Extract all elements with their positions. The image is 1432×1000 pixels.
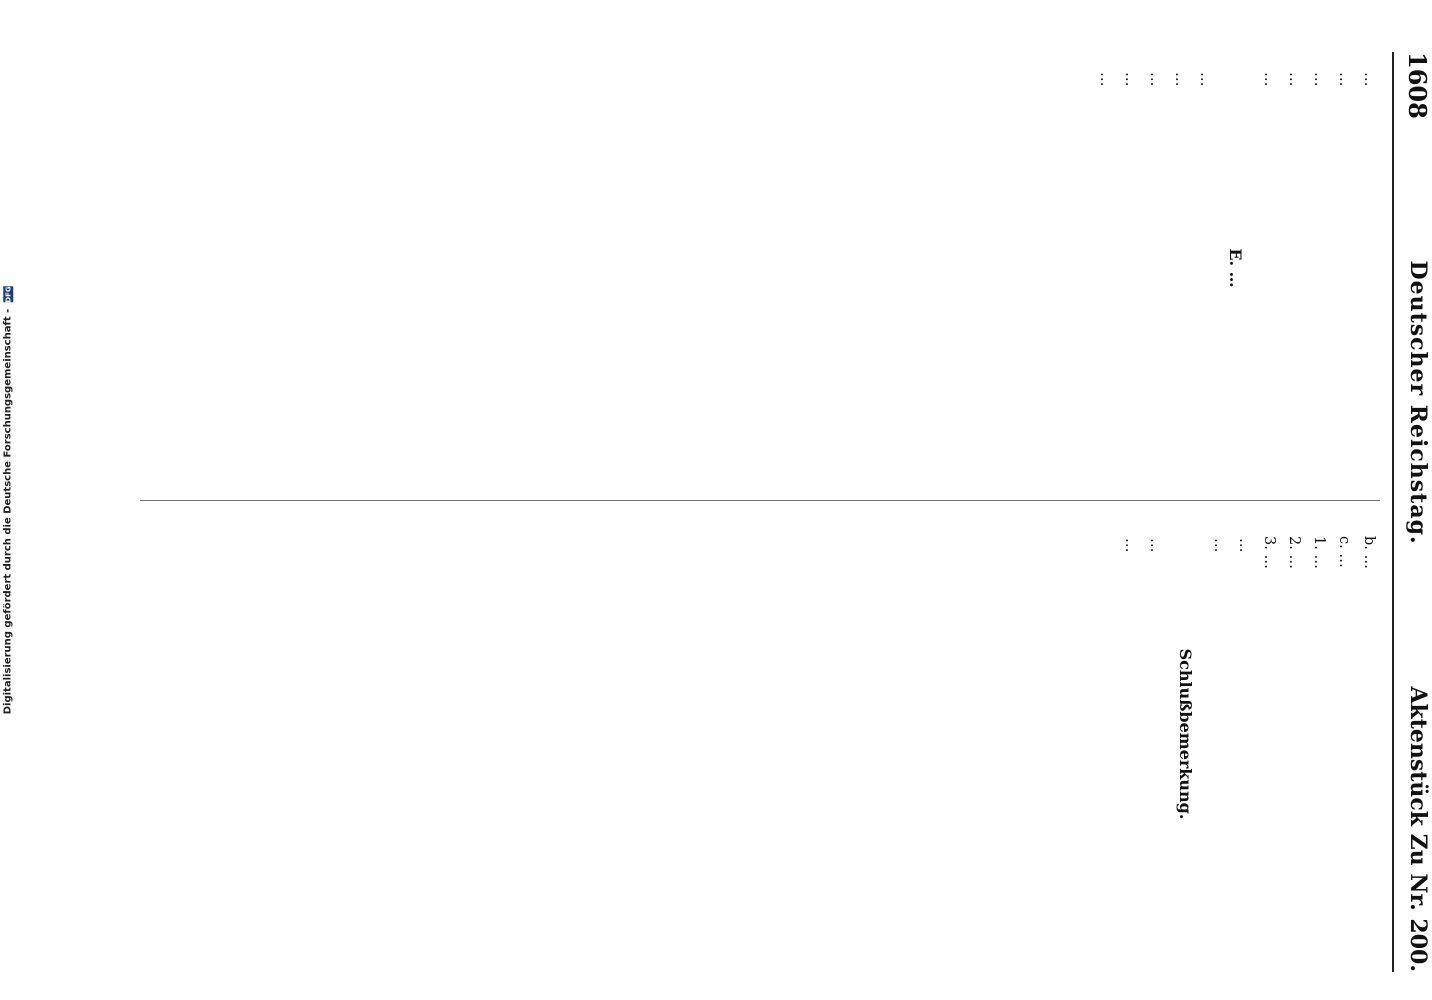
paragraph: … — [1147, 72, 1163, 87]
document-reference: Aktenstück Zu Nr. 200. — [1405, 686, 1431, 972]
list-item: 3. … — [1261, 536, 1277, 569]
paragraph: … — [1122, 72, 1138, 87]
paragraph: … — [1261, 72, 1277, 87]
column-divider — [140, 500, 1380, 501]
paragraph: … — [1147, 538, 1163, 553]
paragraph: … — [1286, 72, 1302, 87]
paragraph: … — [1122, 538, 1138, 553]
left-column — [140, 52, 1380, 484]
page-header — [1398, 52, 1432, 972]
paragraph: … — [1236, 538, 1252, 553]
page-title: Deutscher Reichstag. — [1405, 260, 1431, 545]
right-column — [140, 518, 1380, 950]
page-number: 1608 — [1403, 52, 1432, 119]
paragraph: … — [1311, 72, 1327, 87]
paragraph: … — [1197, 72, 1213, 87]
list-item: 1. … — [1311, 536, 1327, 569]
list-item: 2. … — [1286, 536, 1302, 569]
list-item: b. … — [1361, 536, 1377, 570]
header-rule — [1392, 52, 1394, 972]
paragraph: … — [1336, 72, 1352, 87]
paragraph: … — [1361, 72, 1377, 87]
section-heading: Schlußbemerkung. — [1176, 648, 1195, 820]
paragraph: … — [1172, 72, 1188, 87]
credit-text: Digitalisierung gefördert durch die Deutsche Forschungsgemeinschaft - — [2, 308, 14, 714]
paragraph: … — [1097, 72, 1113, 87]
digitization-credit — [0, 0, 16, 1000]
paragraph: … — [1211, 538, 1227, 553]
list-item: c. … — [1336, 536, 1352, 568]
dfg-logo-icon: DFG — [4, 285, 13, 303]
newspaper-page — [58, 52, 1432, 972]
section-heading: E. … — [1226, 248, 1245, 288]
